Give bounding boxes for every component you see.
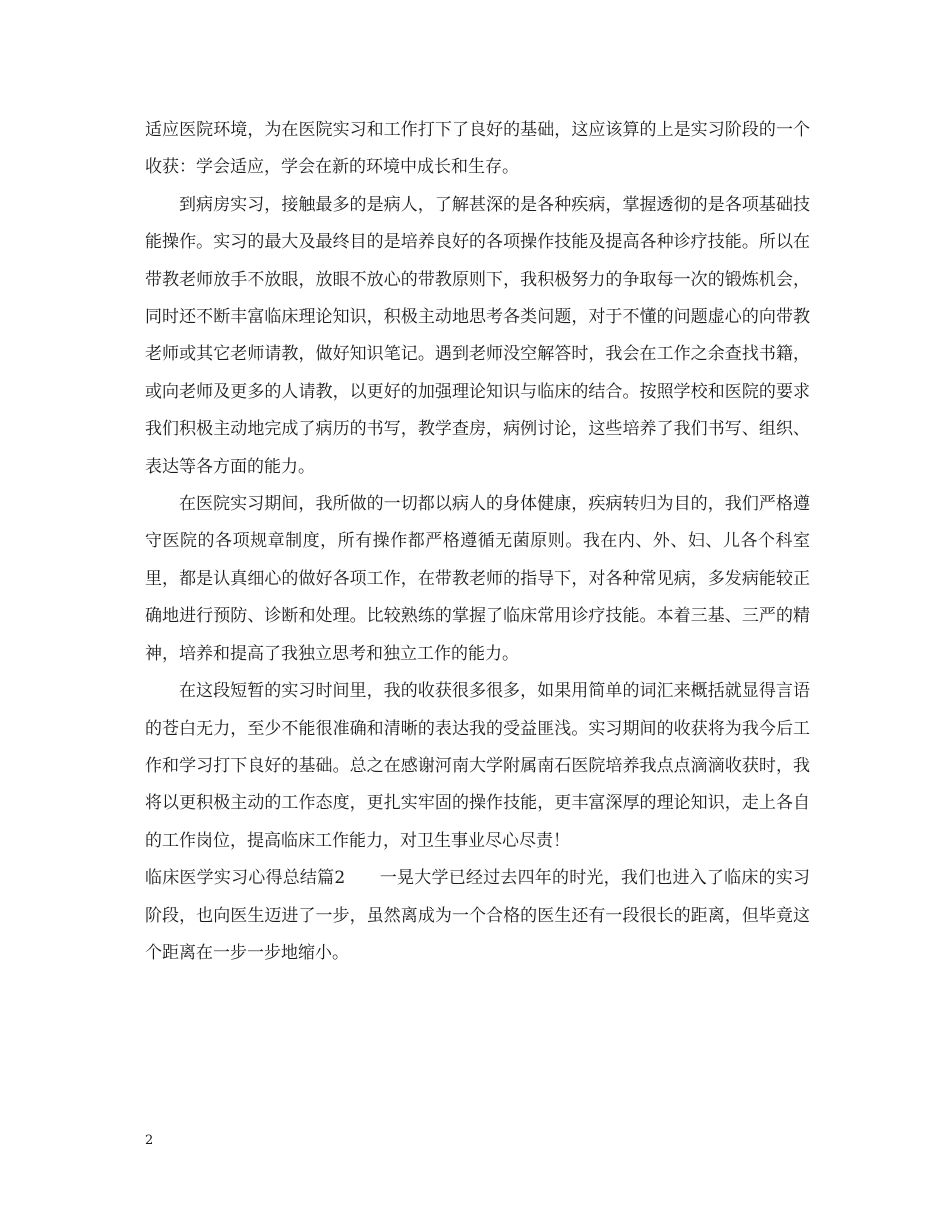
section-gap <box>345 868 380 888</box>
document-body <box>145 112 810 972</box>
paragraph-hospital-rules: 在医院实习期间，我所做的一切都以病人的身体健康，疾病转归为目的，我们严格遵守医院的各项规章制度，所有操作都严格遵循无菌原则。我在内、外、妇、儿各个科室里，都是认真细心的做好各项工作，在带教老师的指导下，对各种常见病，多发病能较正确地进行预防、诊断和处理。比较熟练的掌握了临床常用诊疗技能。本着三基、三严的精神，培养和提高了我独立思考和独立工作的能力。 <box>145 494 810 664</box>
page-number: 2 <box>145 1133 154 1148</box>
paragraph-continued: 适应医院环境，为在医院实习和工作打下了良好的基础，这应该算的上是实习阶段的一个收获：学会适应，学会在新的环境中成长和生存。 <box>145 120 810 178</box>
section-paragraph <box>145 860 810 972</box>
paragraph-conclusion: 在这段短暂的实习时间里，我的收获很多很多，如果用简单的词汇来概括就显得言语的苍白无力，至少不能很准确和清晰的表达我的受益匪浅。实习期间的收获将为我今后工作和学习打下良好的基础。总之在感谢河南大学附属南石医院培养我点点滴滴收获时，我将以更积极主动的工作态度，更扎实牢固的操作技能，更丰富深厚的理论知识，走上各自的工作岗位，提高临床工作能力，对卫生事业尽心尽责！ <box>145 681 810 851</box>
section-title: 临床医学实习心得总结篇2 <box>145 868 346 889</box>
section-text: 一晃大学已经过去四年的时光，我们也进入了临床的实习阶段，也向医生迈进了一步，虽然离成为一个合格的医生还有一段很长的距离，但毕竟这个距离在一步一步地缩小。 <box>145 868 811 963</box>
paragraph-ward-practice: 到病房实习，接触最多的是病人，了解甚深的是各种疾病，掌握透彻的是各项基础技能操作。实习的最大及最终目的是培养良好的各项操作技能及提高各种诊疗技能。所以在带教老师放手不放眼，放眼不放心的带教原则下，我积极努力的争取每一次的锻炼机会，同时还不断丰富临床理论知识，积极主动地思考各类问题，对于不懂的问题虚心的向带教老师或其它老师请教，做好知识笔记。遇到老师没空解答时，我会在工作之余查找书籍，或向老师及更多的人请教，以更好的加强理论知识与临床的结合。按照学校和医院的要求我们积极主动地完成了病历的书写，教学查房，病例讨论，这些培养了我们书写、组织、表达等各方面的能力。 <box>145 194 810 477</box>
